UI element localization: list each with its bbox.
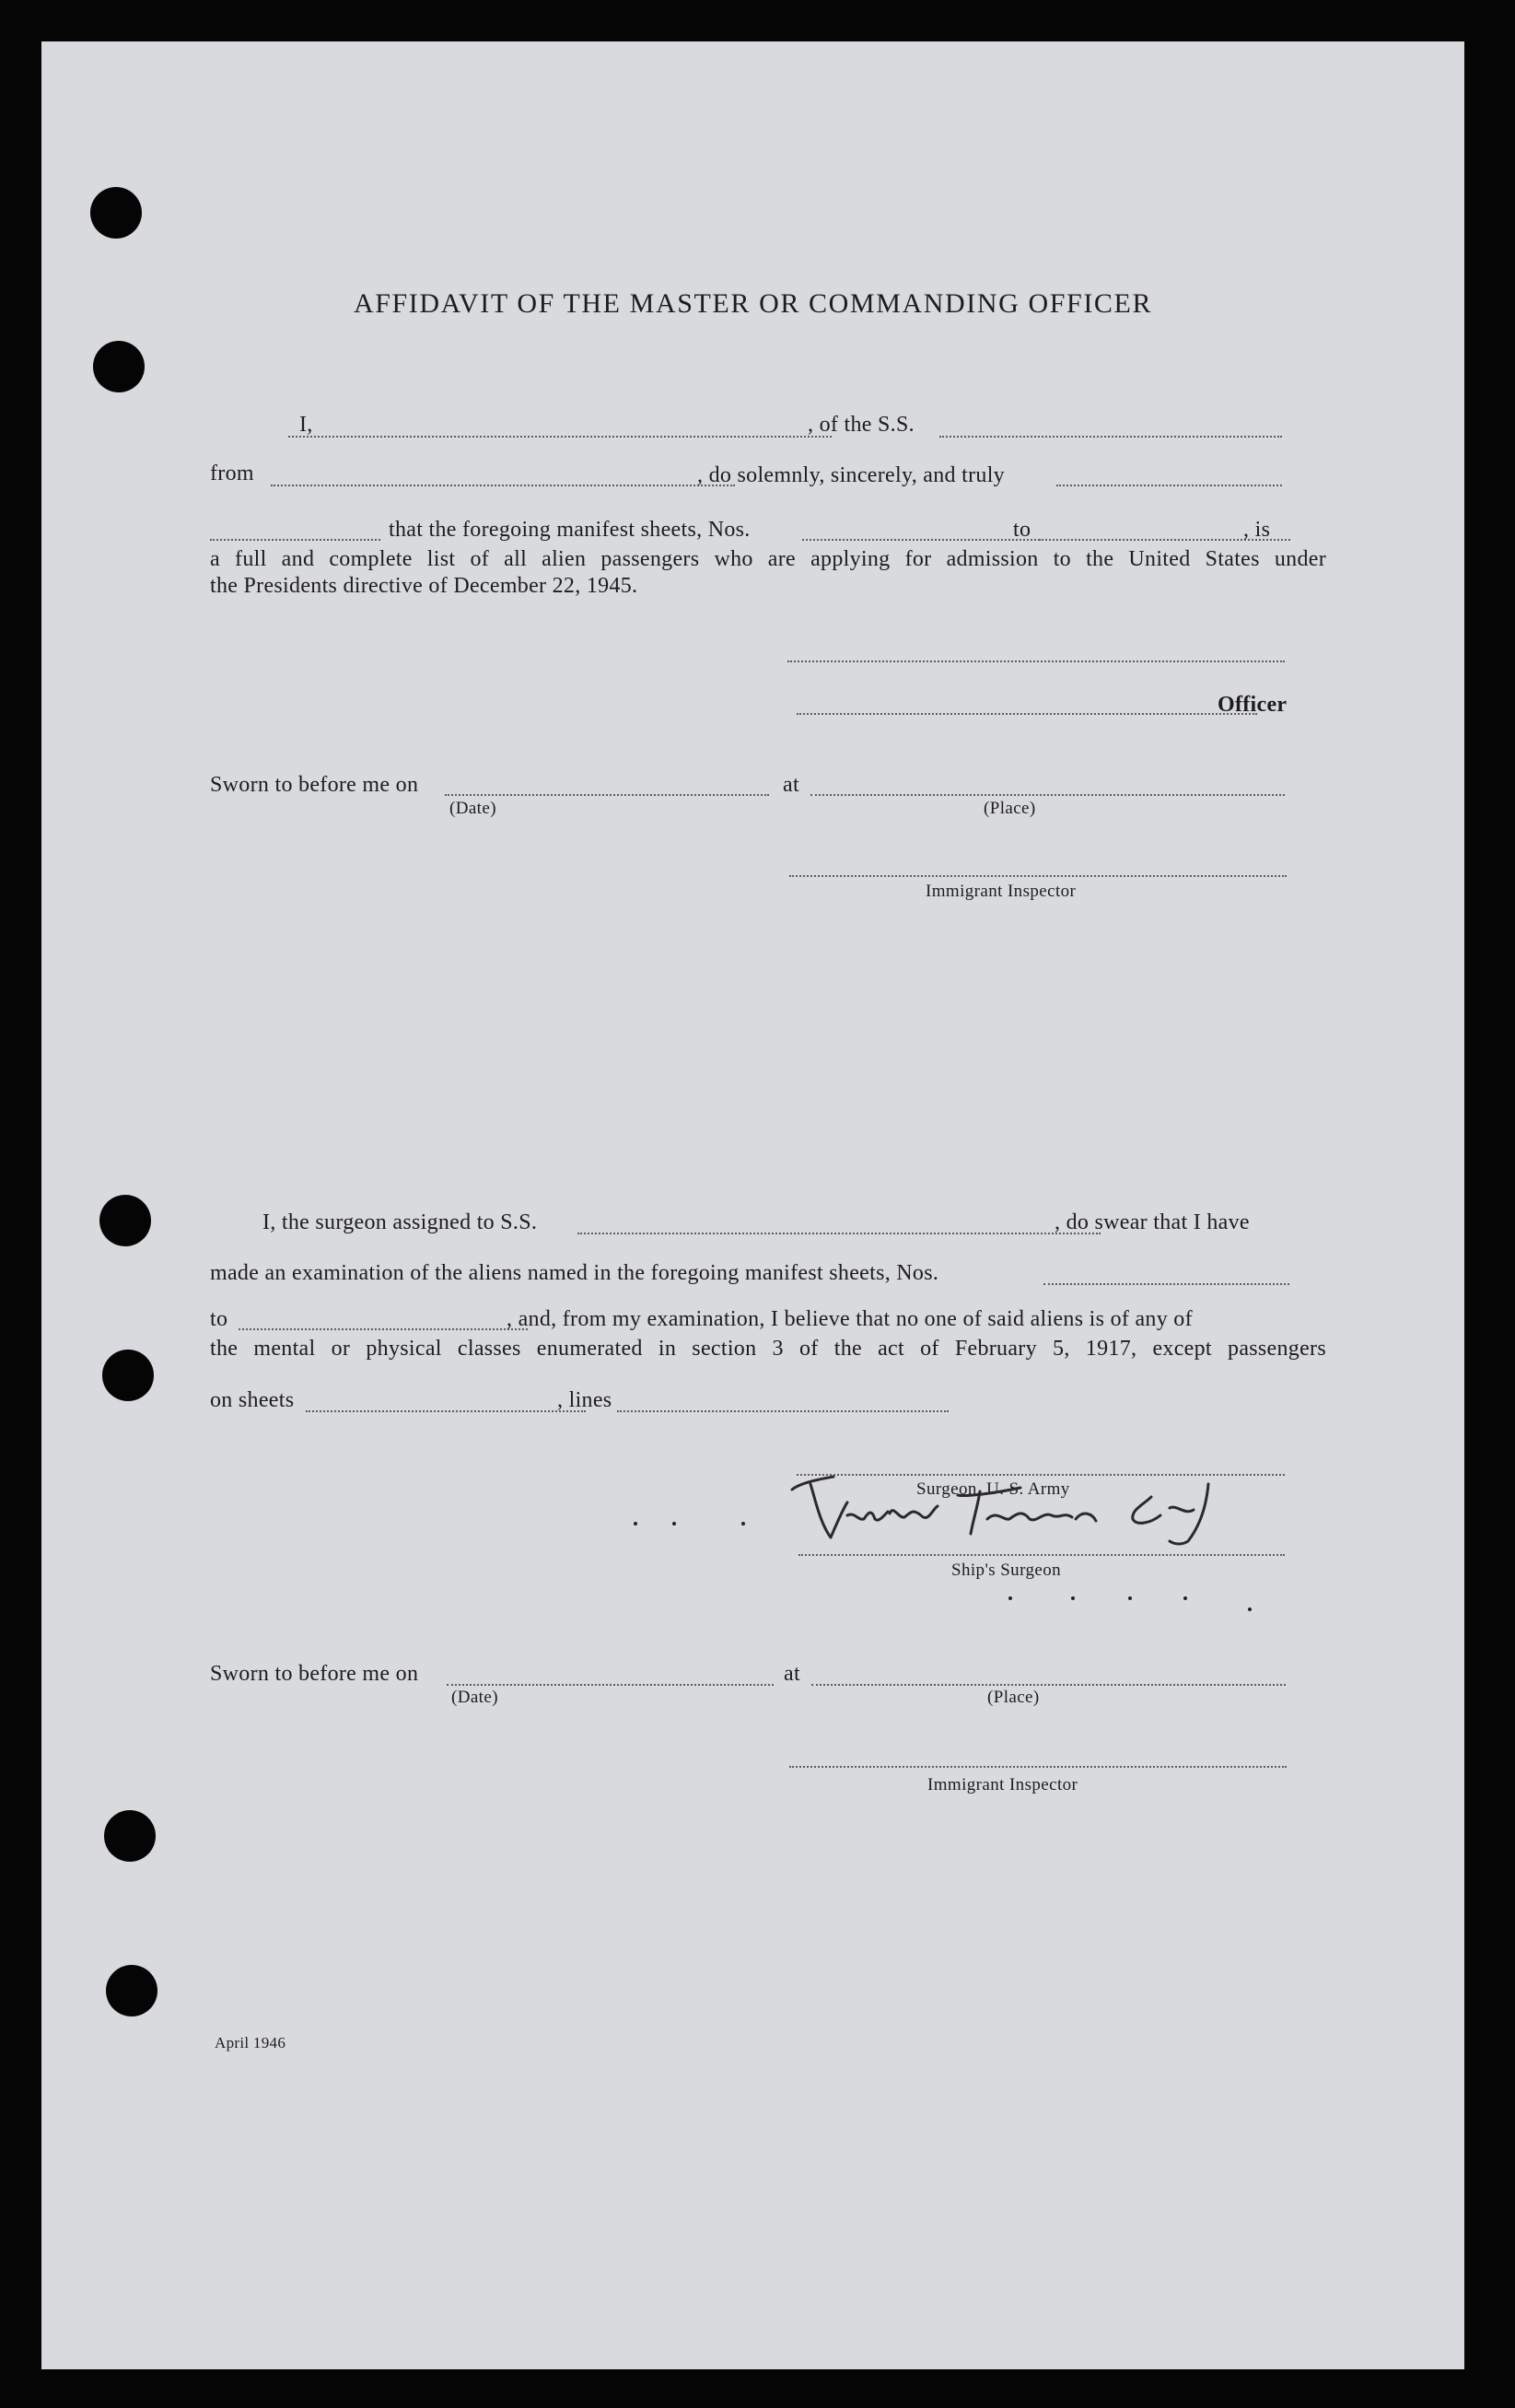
- ships-surgeon-label: Ship's Surgeon: [951, 1561, 1061, 1580]
- sworn-label-1: Sworn to before me on: [210, 773, 419, 797]
- surgeon-line-3-rest: , and, from my examination, I believe that no one of said aliens is of any of: [507, 1307, 1193, 1331]
- is-label: , is: [1243, 518, 1271, 542]
- lines-field[interactable]: [617, 1410, 949, 1412]
- surgeon-line-2: made an examination of the aliens named in the foregoing manifest sheets, Nos.: [210, 1261, 939, 1285]
- punch-hole: [102, 1350, 154, 1401]
- scan-speck: [1248, 1607, 1252, 1611]
- date-caption-2: (Date): [451, 1688, 498, 1707]
- sworn-label-2: Sworn to before me on: [210, 1662, 419, 1686]
- at-label-1: at: [783, 773, 799, 797]
- sworn-date-field-1[interactable]: [445, 794, 769, 796]
- from-label: from: [210, 462, 254, 485]
- on-sheets-label: on sheets: [210, 1388, 295, 1412]
- sworn-place-field-2[interactable]: [811, 1684, 1286, 1686]
- date-caption-1: (Date): [449, 799, 496, 818]
- sworn-date-field-2[interactable]: [447, 1684, 774, 1686]
- ships-surgeon-line[interactable]: [798, 1554, 1285, 1556]
- body-line-2: a full and complete list of all alien passengers who are applying for admission to the United States under: [210, 547, 1326, 571]
- oath-field[interactable]: [1056, 485, 1282, 486]
- inspector-line-1[interactable]: [789, 875, 1287, 877]
- at-label-2: at: [784, 1662, 800, 1686]
- ship-name-field[interactable]: [939, 436, 1282, 438]
- from-port-field[interactable]: [271, 485, 735, 486]
- of-the-ss-label: , of the S.S.: [808, 413, 915, 437]
- punch-hole: [106, 1965, 157, 2016]
- scan-speck: [1071, 1596, 1075, 1600]
- army-surgeon-label: Surgeon, U. S. Army: [916, 1479, 1070, 1499]
- affirmation-field[interactable]: [210, 539, 380, 541]
- surgeon-line-1-end: , do swear that I have: [1055, 1210, 1250, 1234]
- page-title: AFFIDAVIT OF THE MASTER OR COMMANDING OFFICER: [353, 288, 1153, 319]
- punch-hole: [99, 1195, 151, 1246]
- punch-hole: [104, 1810, 156, 1862]
- surgeon-to-label: to: [210, 1307, 228, 1331]
- solemnly-label: , do solemnly, sincerely, and truly: [697, 463, 1005, 487]
- scan-speck: [1128, 1596, 1132, 1600]
- scan-speck: [634, 1522, 637, 1525]
- inspector-label-2: Immigrant Inspector: [927, 1775, 1078, 1794]
- punch-hole: [93, 341, 145, 392]
- to-label: to: [1013, 518, 1031, 542]
- inspector-line-2[interactable]: [789, 1766, 1287, 1768]
- punch-hole: [90, 187, 142, 239]
- surgeon-sheets-field[interactable]: [1043, 1283, 1289, 1285]
- i-label: I,: [299, 413, 313, 437]
- place-caption-1: (Place): [984, 799, 1036, 818]
- lines-label: , lines: [557, 1388, 612, 1412]
- inspector-label-1: Immigrant Inspector: [926, 882, 1077, 901]
- officer-label: Officer: [1218, 693, 1288, 717]
- on-sheets-field[interactable]: [306, 1410, 586, 1412]
- scan-speck: [741, 1522, 745, 1525]
- master-signature-line[interactable]: [787, 660, 1285, 662]
- officer-line[interactable]: [797, 713, 1257, 715]
- scan-speck: [1008, 1596, 1012, 1600]
- manifest-sheets-label: that the foregoing manifest sheets, Nos.: [389, 518, 751, 542]
- surgeon-signature: [783, 1467, 1225, 1560]
- affidavit-sheet: [41, 41, 1464, 2369]
- sheets-from-field[interactable]: [802, 539, 1040, 541]
- body-line-3: the Presidents directive of December 22, 1945.: [210, 574, 638, 598]
- surgeon-line-1-start: I, the surgeon assigned to S.S.: [262, 1210, 538, 1234]
- place-caption-2: (Place): [987, 1688, 1040, 1707]
- scan-speck: [672, 1522, 676, 1525]
- scan-speck: [1183, 1596, 1187, 1600]
- surgeon-line-4: the mental or physical classes enumerated in section 3 of the act of February 5, 1917, except passengers: [210, 1337, 1326, 1361]
- master-name-field[interactable]: [288, 436, 832, 438]
- sworn-place-field-1[interactable]: [810, 794, 1285, 796]
- surgeon-to-field[interactable]: [239, 1328, 528, 1330]
- form-date: April 1946: [215, 2034, 286, 2051]
- surgeon-ship-field[interactable]: [577, 1233, 1101, 1234]
